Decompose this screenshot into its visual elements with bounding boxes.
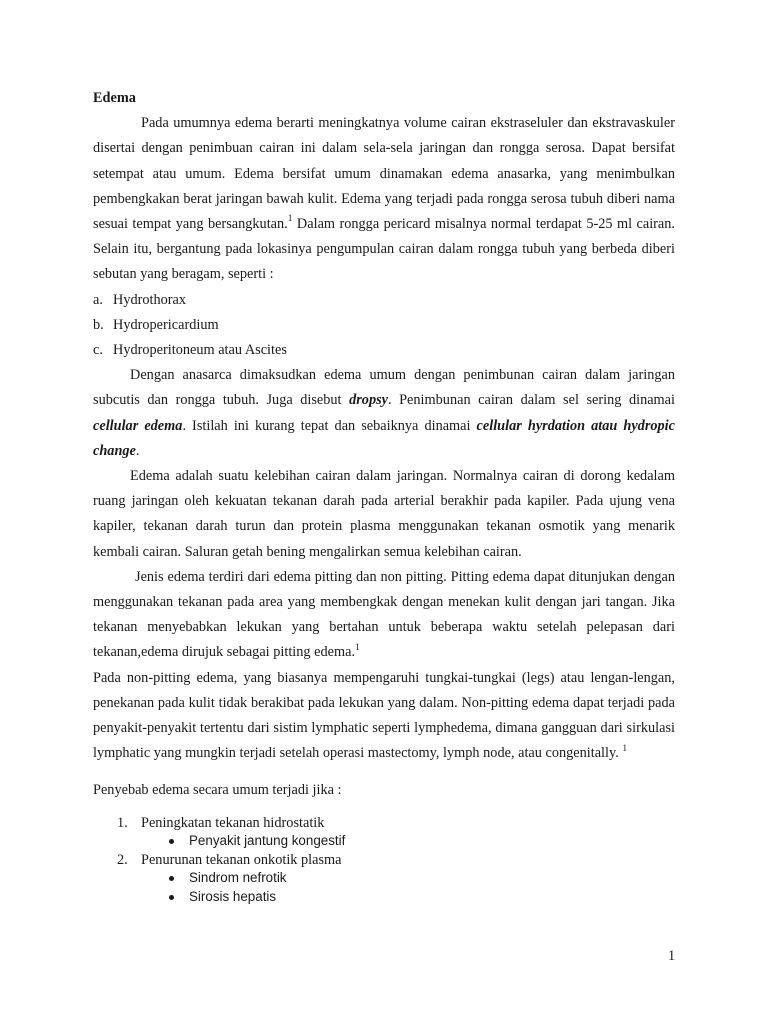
paragraph-text: Pada non-pitting edema, yang biasanya mempengaruhi tungkai-tungkai (legs) atau lengan-lengan, penekanan pada kulit tidak berakibat pada lekukan yang dalam. Non-pitting edema dapat terjadi pada penyakit-penyakit tertentu dari sistim lymphatic seperti lymphedema, dimana gangguan dari sirkulasi lymphatic yang mungkin terjadi setelah operasi mastectomy, lymph node, atau congenitally. [93, 669, 675, 762]
paragraph-definition: Edema adalah suatu kelebihan cairan dalam jaringan. Normalnya cairan di dorong kedalam ruang jaringan oleh kekuatan tekanan darah pada arterial berakhir pada kapiler. Pada ujung vena kapiler, tekanan darah turun dan protein plasma menggunakan tekanan osmotik yang menarik kembali cairan. Saluran getah bening mengalirkan semua kelebihan cairan. [93, 468, 675, 560]
footnote-ref: 1 [355, 642, 360, 653]
paragraph-intro [93, 111, 675, 287]
paragraph-text: . Penimbunan cairan dalam sel sering dinamai [388, 392, 675, 409]
cause-examples [141, 832, 675, 851]
paragraph-pitting [93, 565, 675, 666]
list-item-text: Hydrothorax [113, 291, 187, 308]
bullet-text: Sindrom nefrotik [189, 870, 287, 886]
footnote-ref: 1 [287, 214, 293, 225]
bullet-text: Penyakit jantung kongestif [189, 833, 346, 849]
list-marker: b. [93, 316, 104, 333]
bullet-icon [169, 839, 174, 844]
paragraph-text: . [135, 442, 140, 459]
list-item-text: Hydropericardium [113, 316, 219, 333]
cause-number: 1. [117, 814, 128, 831]
paragraph-text: Pada umumnya edema berarti meningkatnya volume cairan ekstraseluler dan ekstravaskuler disertai dengan penimbuan cairan ini dalam sela-sela jaringan dan rongga serosa. Dapat bersifat setempat atau umum. Edema bersifat umum dinamakan edema anasarka, yang menimbulkan pembengkakan berat jaringan bawah kulit. Edema yang terjadi pada rongga serosa tubuh diberi nama sesuai tempat yang bersangkutan. [93, 115, 675, 233]
list-item-text: Hydroperitoneum atau Ascites [113, 342, 287, 359]
list-item [93, 288, 675, 313]
bullet-item [141, 888, 675, 907]
bullet-icon [169, 895, 174, 900]
cause-number: 2. [117, 851, 128, 868]
cause-examples [141, 869, 675, 906]
page-number: 1 [668, 948, 676, 964]
causes-intro: Penyebab edema secara umum terjadi jika : [93, 782, 342, 799]
bullet-icon [169, 876, 174, 881]
list-marker: c. [93, 342, 103, 359]
cause-text: Penurunan tekanan onkotik plasma [141, 851, 342, 868]
list-marker: a. [93, 291, 103, 308]
footnote-ref: 1 [622, 743, 628, 754]
emphasis-term: cellular hyrdation atau hydropic change [93, 417, 675, 459]
paragraph-text: . Istilah ini kurang tepat dan sebaiknya dinamai [182, 417, 477, 434]
cause-text: Peningkatan tekanan hidrostatik [141, 814, 325, 831]
section-heading: Edema [93, 90, 136, 106]
document-page [93, 86, 675, 907]
bullet-text: Sirosis hepatis [189, 889, 277, 905]
list-item [93, 313, 675, 338]
paragraph-anasarca [93, 363, 675, 464]
emphasis-term: dropsy [349, 392, 388, 409]
cause-item [93, 814, 675, 851]
paragraph-non-pitting [93, 666, 675, 767]
paragraph-text: Dalam rongga pericard misalnya normal terdapat 5-25 ml cairan. Selain itu, bergantung pada lokasinya pengumpulan cairan dalam rongga tubuh yang berbeda diberi sebutan yang beragam, seperti : [93, 216, 675, 283]
causes-list [93, 814, 675, 907]
bullet-item [141, 832, 675, 851]
cavity-types-list [93, 288, 675, 364]
cause-item [93, 851, 675, 907]
paragraph-text: Jenis edema terdiri dari edema pitting dan non pitting. Pitting edema dapat ditunjukan dengan menggunakan tekanan pada area yang membengkak dengan menekan kulit dengan jari tangan. Jika tekanan menyebabkan lekukan yang bertahan untuk beberapa waktu setelah pelepasan dari tekanan,edema dirujuk sebagai pitting edema. [93, 568, 675, 661]
emphasis-term: cellular edema [93, 417, 183, 434]
list-item [93, 338, 675, 363]
paragraph-text: Dengan anasarca dimaksudkan edema umum dengan penimbunan cairan dalam jaringan subcutis dan rongga tubuh. Juga disebut [93, 367, 675, 409]
bullet-item [141, 869, 675, 888]
